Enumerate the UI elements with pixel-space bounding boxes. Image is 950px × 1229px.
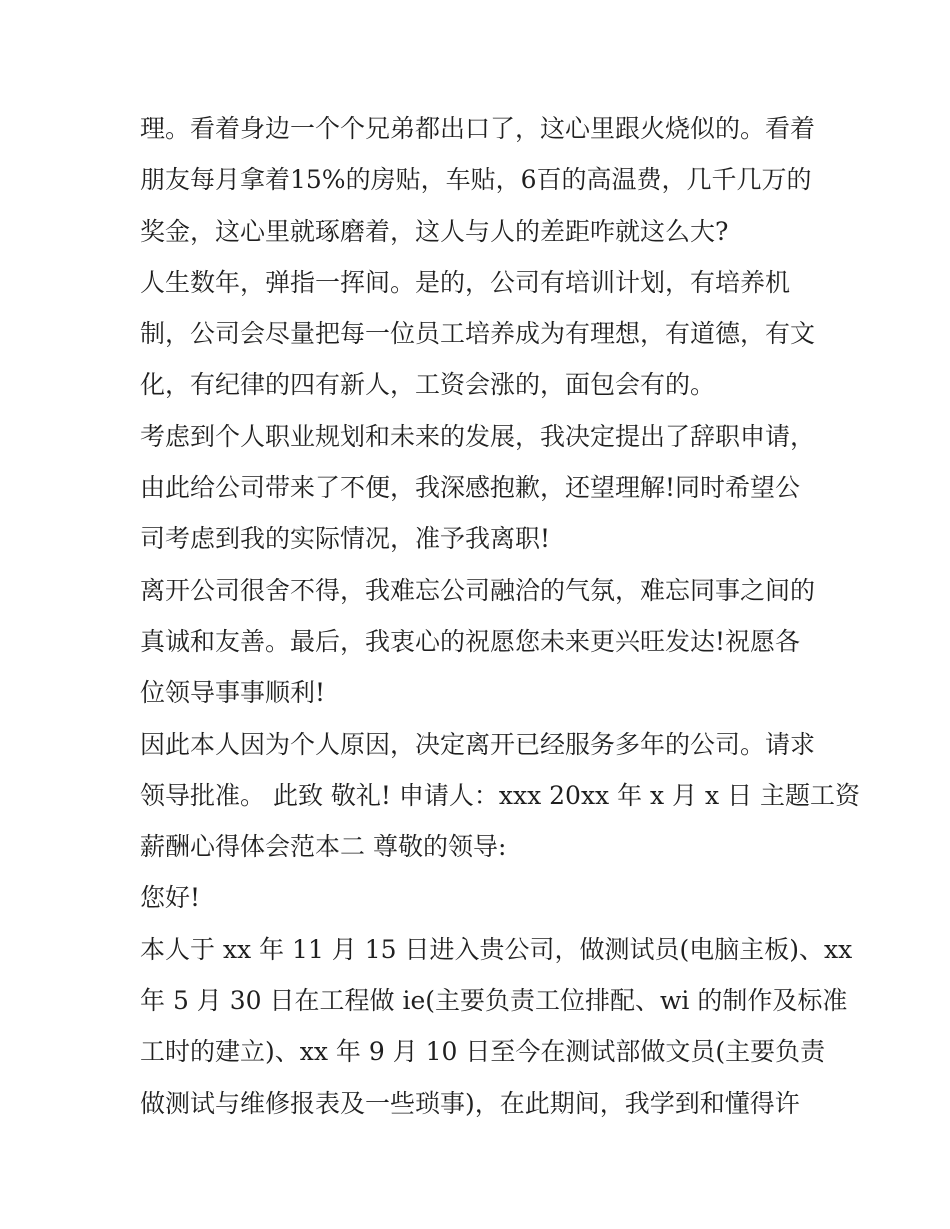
text-line: 做测试与维修报表及一些琐事)，在此期间，我学到和懂得许 [140,1088,800,1118]
text-line: 司考虑到我的实际情况，准予我离职! [140,524,551,554]
text-line: 人生数年，弹指一挥间。是的，公司有培训计划，有培养机 [140,267,791,297]
text-line: 离开公司很舍不得，我难忘公司融洽的气氛，难忘同事之间的 [140,575,816,605]
text-line: 朋友每月拿着15%的房贴，车贴，6百的高温费，几千几万的 [140,165,812,195]
text-line: 真诚和友善。最后，我衷心的祝愿您未来更兴旺发达!祝愿各 [140,626,801,656]
text-line: 理。看着身边一个个兄弟都出口了，这心里跟火烧似的。看着 [140,114,816,143]
text-line: 奖金，这心里就琢磨着，这人与人的差距咋就这么大? [140,216,729,246]
text-line: 因此本人因为个人原因，决定离开已经服务多年的公司。请求 [140,729,816,759]
document-page [140,103,861,1129]
text-line: 由此给公司带来了不便，我深感抱歉，还望理解!同时希望公 [140,473,801,503]
text-line: 您好! [140,883,201,913]
text-line: 制，公司会尽量把每一位员工培养成为有理想，有道德，有文 [140,319,816,349]
text-line: 位领导事事顺利! [140,678,326,708]
text-line: 薪酬心得体会范本二 尊敬的领导: [140,832,507,862]
text-line: 考虑到个人职业规划和未来的发展，我决定提出了辞职申请， [140,421,816,451]
text-line: 领导批准。 此致 敬礼! 申请人：xxx 20xx 年 x 月 x 日 主题工资 [140,780,861,810]
text-line: 工时的建立)、xx 年 9 月 10 日至今在测试部做文员(主要负责 [140,1037,826,1067]
text-line: 年 5 月 30 日在工程做 ie(主要负责工位排配、wi 的制作及标准 [140,986,848,1016]
text-line: 化，有纪律的四有新人，工资会涨的，面包会有的。 [140,370,716,400]
text-line: 本人于 xx 年 11 月 15 日进入贵公司，做测试员(电脑主板)、xx [140,934,853,964]
